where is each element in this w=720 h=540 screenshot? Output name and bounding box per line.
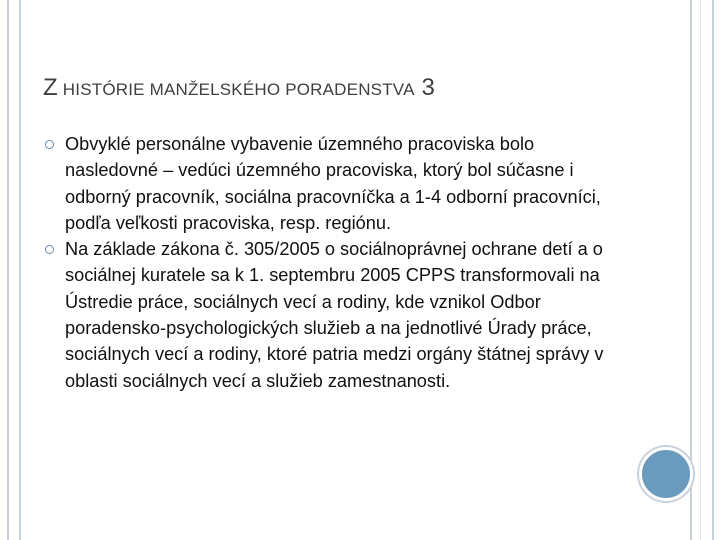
right-frame-inner-line	[700, 0, 701, 540]
title-number: 3	[414, 74, 436, 101]
hollow-circle-icon	[45, 140, 54, 149]
hollow-circle-icon	[45, 245, 54, 254]
bullet-item	[45, 131, 625, 236]
title-text: HISTÓRIE MANŽELSKÉHO PORADENSTVA	[57, 80, 415, 99]
right-frame-decoration	[690, 0, 714, 540]
title-first-letter: Z	[43, 74, 58, 101]
bullet-item	[45, 236, 625, 394]
bullet-list	[45, 131, 625, 394]
bullet-text: Na základe zákona č. 305/2005 o sociálnoprávnej ochrane detí a o sociálnej kuratele sa k 1. septembru 2005 CPPS transformovali na Ústredie práce, sociálnych vecí a rodiny, kde vznikol Odbor poradensko-psychologických služieb a na jednotlivé Úrady práce, sociálnych vecí a rodiny, ktoré patria medzi orgány štátnej správy v oblasti sociálnych vecí a služieb zamestnanosti.	[65, 239, 604, 391]
bullet-text: Obvyklé personálne vybavenie územného pracoviska bolo nasledovné – vedúci územného pracoviska, ktorý bol súčasne i odborný pracovník, sociálna pracovníčka a 1-4 odborní pracovníci, podľa veľkosti pracoviska, resp. regiónu.	[65, 134, 601, 233]
left-frame-decoration	[7, 0, 21, 540]
decorative-circle	[639, 447, 693, 501]
slide-title	[43, 74, 435, 102]
